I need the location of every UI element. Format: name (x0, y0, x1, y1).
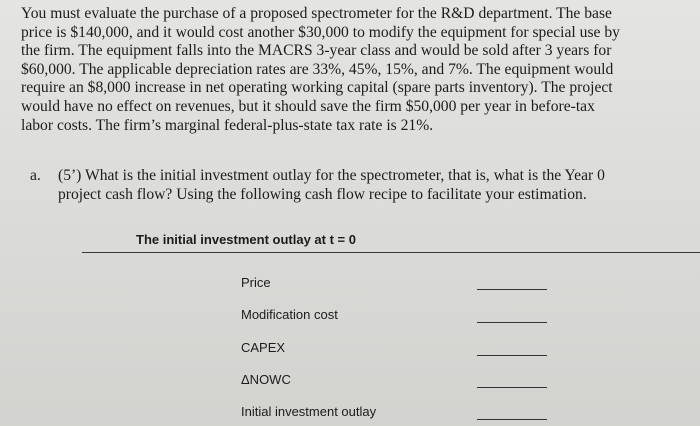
problem-line: labor costs. The firm’s marginal federal-plus-state tax rate is 21%. (21, 116, 434, 134)
problem-statement (21, 5, 691, 135)
question-marker: a. (30, 167, 41, 184)
answer-blank-initial-investment-outlay[interactable] (477, 419, 547, 420)
question-line: project cash flow? Using the following cash flow recipe to facilitate your estimation. (58, 185, 587, 203)
answer-blank-modification-cost[interactable] (477, 322, 547, 323)
row-label-modification-cost: Modification cost (241, 307, 338, 322)
recipe-title: The initial investment outlay at t = 0 (136, 232, 356, 247)
problem-line: $60,000. The applicable depreciation rates are 33%, 45%, 15%, and 7%. The equipment would (21, 60, 614, 78)
answer-blank-delta-nowc[interactable] (477, 387, 547, 388)
row-label-delta-nowc: ΔNOWC (241, 372, 291, 387)
question-a (30, 167, 680, 204)
answer-blank-capex[interactable] (477, 355, 547, 356)
problem-line: would have no effect on revenues, but it should save the firm $50,000 per year in before-tax (21, 97, 595, 115)
title-underline (82, 252, 700, 253)
row-label-initial-investment-outlay: Initial investment outlay (241, 404, 377, 419)
problem-line: the firm. The equipment falls into the MACRS 3-year class and would be sold after 3 years for (21, 42, 612, 60)
question-line: (5’) What is the initial investment outlay for the spectrometer, that is, what is the Year 0 (58, 167, 605, 184)
problem-line: price is $140,000, and it would cost another $30,000 to modify the equipment for special use by (21, 23, 620, 41)
problem-line: require an $8,000 increase in net operating working capital (spare parts inventory). The project (21, 79, 613, 97)
problem-line: You must evaluate the purchase of a proposed spectrometer for the R&D department. The base (21, 5, 612, 22)
row-label-price: Price (241, 275, 271, 290)
answer-blank-price[interactable] (477, 289, 547, 290)
row-label-capex: CAPEX (241, 340, 286, 355)
